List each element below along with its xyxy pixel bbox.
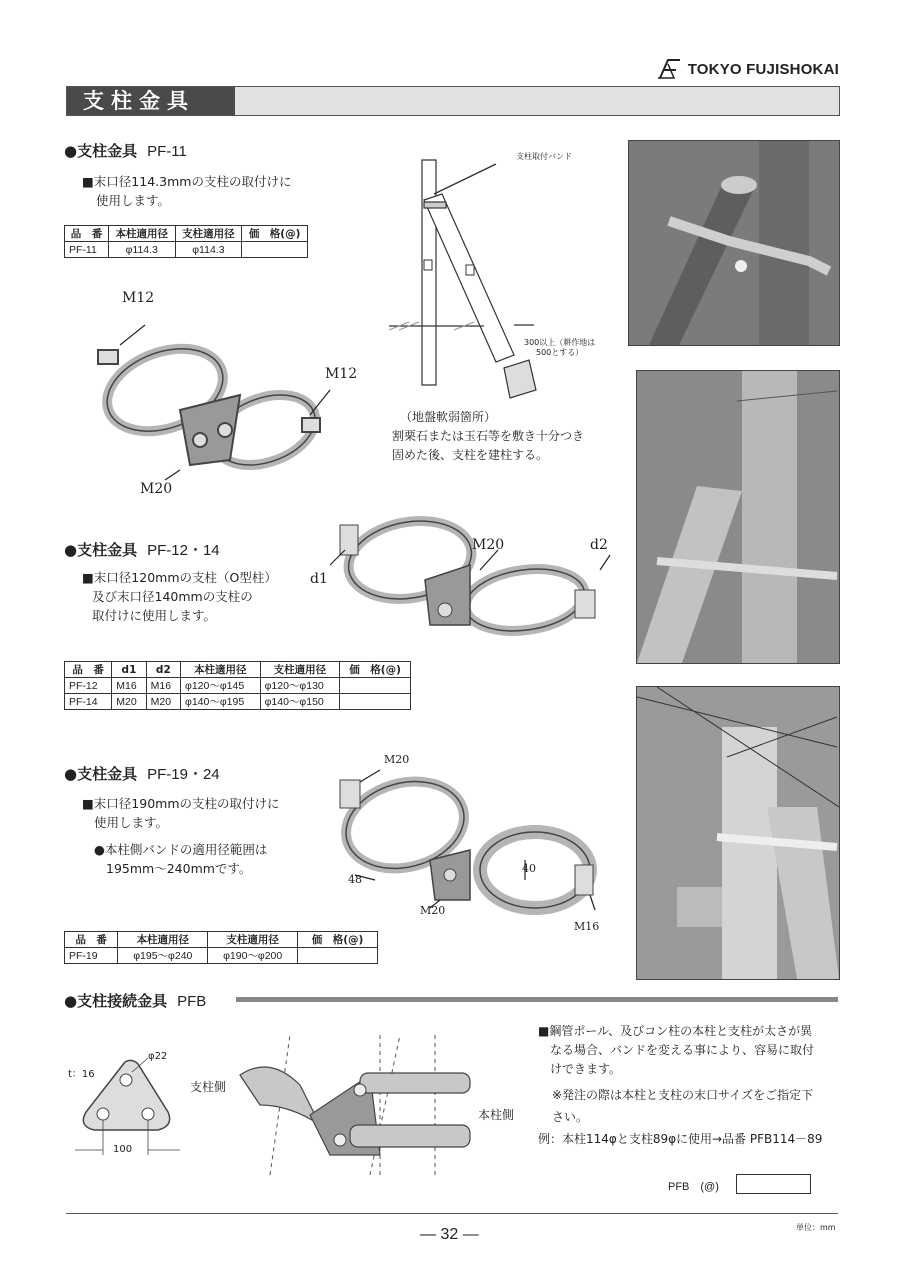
pf12-heading [64, 539, 220, 560]
pf19-heading-label: ●支柱金具 [64, 765, 138, 783]
plate-thickness: t：16 [68, 1069, 95, 1080]
table-cell: M16 [112, 678, 146, 694]
pfb-fitting-illustration [230, 1035, 510, 1180]
fujishokai-logo-icon [656, 58, 682, 80]
pf12-description [82, 568, 277, 625]
fig-label-m20: M20 [140, 481, 173, 497]
pf19-note-line: 195mm～240mmです。 [106, 861, 252, 876]
table-header: d1 [112, 662, 146, 678]
table-header: 品 番 [65, 226, 109, 242]
installation-diagram [384, 150, 604, 400]
table-row [65, 948, 378, 964]
pfb-note-line: さい。 [552, 1110, 589, 1124]
pfb-heading-label: ●支柱接続金具 [64, 992, 168, 1010]
table-cell: φ114.3 [108, 242, 175, 258]
pf11-model: PF-11 [147, 143, 187, 160]
photo-pf12-image [637, 371, 839, 663]
fig-label-d2: d2 [590, 537, 608, 553]
page-number: — 32 — [420, 1226, 479, 1243]
pfb-desc-line: ■鋼管ポール、及びコン柱の本柱と支柱が太さが異 [538, 1024, 813, 1038]
note-line: 300以上（耕作地は [524, 338, 596, 347]
pfb-heading [64, 990, 206, 1011]
note-line: 500とする） [536, 348, 584, 357]
pf11-description [82, 172, 291, 210]
table-cell: φ190～φ200 [208, 948, 298, 964]
diagram-band-label: 支柱取付バンド [516, 152, 572, 161]
fig-label-m20: M20 [420, 904, 446, 917]
pf11-desc-line: ■末口径114.3mmの支柱の取付けに [82, 174, 292, 189]
table-cell: M20 [112, 694, 146, 710]
table-header: 支柱適用径 [175, 226, 242, 242]
plate-width: 100 [113, 1144, 133, 1155]
fig-label-48: 48 [348, 873, 362, 886]
pfb-desc-line: なる場合、バンドを変える事により、容易に取付 [550, 1043, 815, 1057]
photo-pf12-installed [636, 370, 840, 664]
note-line: 固めた後、支柱を建柱する。 [392, 448, 549, 462]
pfb-price-label: PFB (@) [668, 1181, 719, 1193]
fig-label-d1: d1 [310, 571, 328, 587]
table-cell: PF-19 [65, 948, 118, 964]
pfb-desc-line: けできます。 [550, 1062, 622, 1076]
table-cell: φ140～φ150 [260, 694, 340, 710]
table-cell: φ120～φ130 [260, 678, 340, 694]
table-header: 価 格(@) [340, 662, 411, 678]
note-line: （地盤軟弱箇所） [400, 410, 497, 424]
fig-label-m12: M12 [122, 290, 155, 306]
unit-note: 単位：mm [796, 1223, 836, 1232]
pf19-desc-line: ■末口径190mmの支柱の取付けに [82, 796, 280, 811]
table-cell: PF-11 [65, 242, 109, 258]
support-side-label: 支柱側 [190, 1080, 227, 1094]
photo-pf19-image [637, 687, 839, 979]
table-row [65, 694, 411, 710]
table-cell: M16 [146, 678, 180, 694]
footer-rule [66, 1213, 838, 1214]
table-header: 本柱適用径 [108, 226, 175, 242]
table-header: 本柱適用径 [118, 932, 208, 948]
table-cell: φ140～φ195 [181, 694, 261, 710]
table-header: 品 番 [65, 662, 112, 678]
pf12-desc-line: 取付けに使用します。 [92, 608, 217, 623]
photo-pf11-installed [628, 140, 840, 346]
page-title-bar [66, 86, 840, 116]
pfb-note-line: ※発注の際は本柱と支柱の末口サイズをご指定下 [552, 1088, 814, 1102]
table-header: 価 格(@) [298, 932, 378, 948]
fig-label-40: 40 [522, 862, 536, 875]
table-header-row [65, 662, 411, 678]
pf11-heading-label: ●支柱金具 [64, 142, 138, 160]
diagram-depth-note [524, 338, 595, 358]
pf11-spec-table [64, 225, 308, 258]
pf19-model: PF-19・24 [147, 766, 220, 783]
table-cell [242, 242, 308, 258]
pf12-fitting-illustration [320, 495, 620, 660]
pf11-desc-line: 使用します。 [96, 193, 171, 208]
table-cell [340, 694, 411, 710]
pf12-heading-label: ●支柱金具 [64, 541, 138, 559]
table-header-row [65, 932, 378, 948]
plate-hole-diameter: φ22 [148, 1051, 168, 1062]
table-header: 支柱適用径 [260, 662, 340, 678]
table-cell [340, 678, 411, 694]
pf11-heading [64, 140, 187, 161]
pf19-note [94, 840, 267, 878]
pf19-heading [64, 763, 220, 784]
main-side-label: 本柱側 [478, 1108, 515, 1122]
pfb-description [538, 1022, 814, 1079]
table-cell [298, 948, 378, 964]
table-header-row [65, 226, 308, 242]
table-header: 価 格(@) [242, 226, 308, 242]
pfb-order-note [552, 1084, 813, 1128]
pfb-heading-rule [236, 997, 838, 1002]
pf12-model: PF-12・14 [147, 542, 220, 559]
diagram-soft-ground-note [392, 408, 584, 465]
pf12-desc-line: ■末口径120mmの支柱（O型柱） [82, 570, 277, 585]
table-cell: PF-14 [65, 694, 112, 710]
pf11-fitting-illustration [70, 290, 370, 500]
table-cell: φ114.3 [175, 242, 242, 258]
table-row [65, 242, 308, 258]
table-header: 支柱適用径 [208, 932, 298, 948]
pf19-desc-line: 使用します。 [94, 815, 169, 830]
fig-label-m16: M16 [574, 920, 600, 933]
pf12-desc-line: 及び末口径140mmの支柱の [92, 589, 253, 604]
table-row [65, 678, 411, 694]
pf19-fitting-illustration [320, 760, 620, 935]
table-header: 品 番 [65, 932, 118, 948]
table-header: 本柱適用径 [181, 662, 261, 678]
pf19-note-line: ●本柱側バンドの適用径範囲は [94, 842, 268, 857]
pf19-description [82, 794, 280, 832]
pfb-model: PFB [177, 993, 207, 1010]
pfb-price-box [736, 1174, 811, 1194]
fig-label-m20: M20 [472, 537, 505, 553]
photo-pf11-image [629, 141, 839, 345]
fig-label-m12: M12 [325, 366, 358, 382]
page-title: 支柱金具 [67, 87, 235, 115]
photo-pf19-installed [636, 686, 840, 980]
table-cell: M20 [146, 694, 180, 710]
pfb-example: 例：本柱114φと支柱89φに使用→品番 PFB114－89 [538, 1132, 823, 1146]
table-header: d2 [146, 662, 180, 678]
brand-name: TOKYO FUJISHOKAI [687, 60, 839, 78]
table-cell: φ120～φ145 [181, 678, 261, 694]
note-line: 割栗石または玉石等を敷き十分つき [392, 429, 585, 443]
pf12-spec-table [64, 661, 411, 710]
brand-logo [656, 58, 839, 80]
table-cell: φ195～φ240 [118, 948, 208, 964]
table-cell: PF-12 [65, 678, 112, 694]
fig-label-m20: M20 [384, 753, 410, 766]
pf19-spec-table [64, 931, 378, 964]
